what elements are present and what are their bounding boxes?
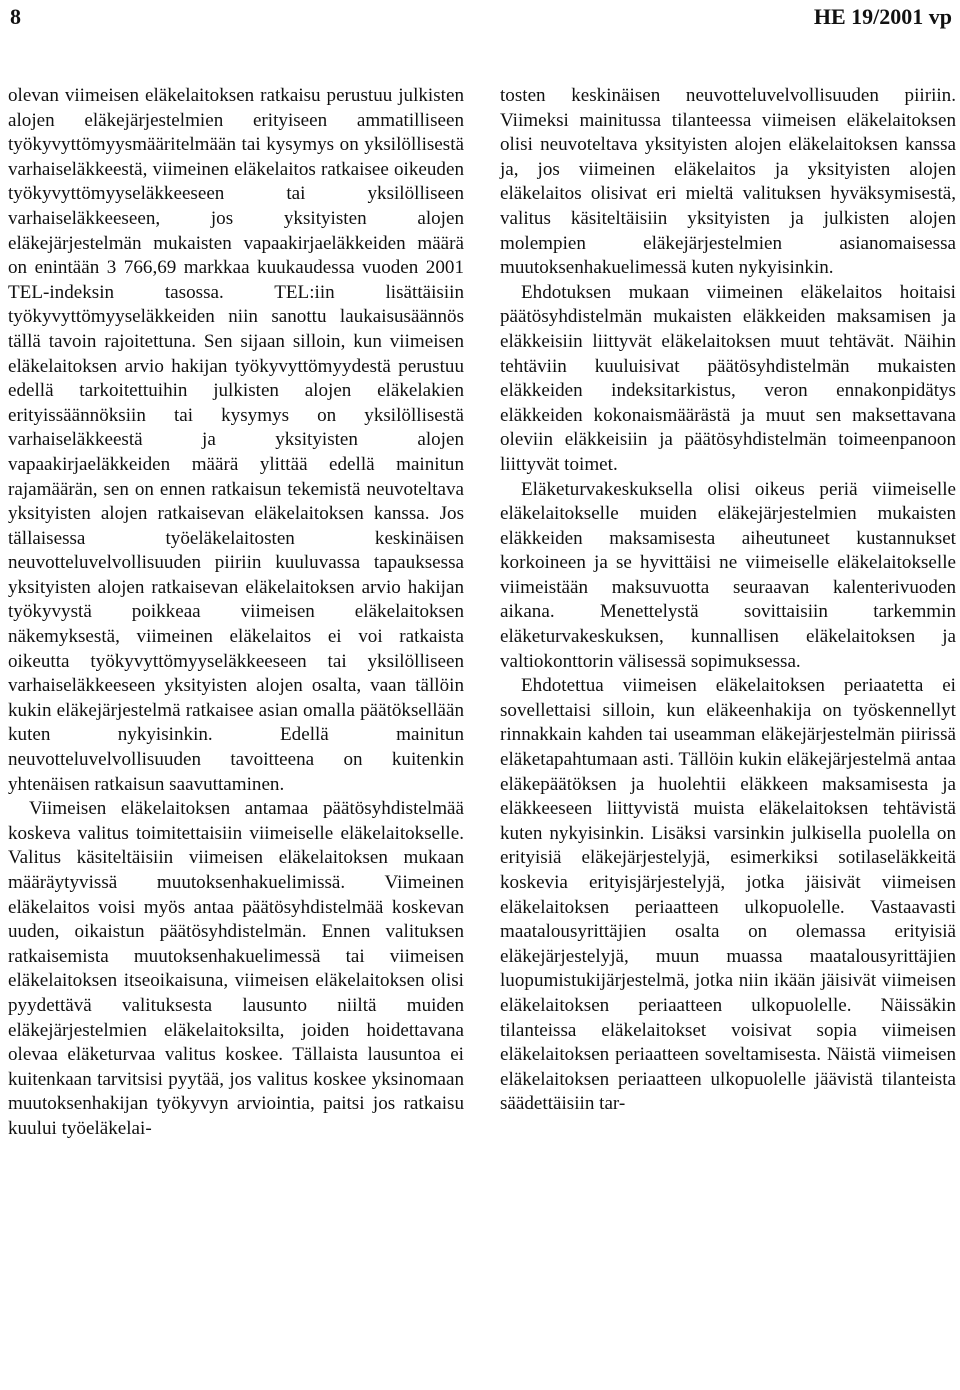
document-id: HE 19/2001 vp [813,4,952,29]
left-column [8,84,464,1142]
right-column [500,84,956,1117]
right-paragraph-1: tosten keskinäisen neuvotteluvelvollisuuden piiriin. Viimeksi mainitussa tilanteessa viimeisen eläkelaitoksen olisi neuvoteltava yksityisten alojen eläkelaitoksen kanssa ja, jos viimeinen eläkelaitos ja yksityisten alojen eläkelaitos olisivat eri mieltä valituksen hyväksymisestä, valitus käsiteltäisiin yksityisten ja julkisten alojen molempien eläkejärjestelmien asianomaisessa muutoksenhakuelimessä kuten nykyisinkin. [500,85,956,279]
page-header [0,0,960,40]
right-paragraph-3: Eläketurvakeskuksella olisi oikeus periä viimeiselle eläkelaitokselle muiden eläkejärjestelmien mukaisten eläkkeiden maksamisesta aiheutuneet kustannukset korkoineen ja se hyvittäisi ne viimeiselle eläkelaitokselle viimeistään maksuvuotta seuraavan kalenterivuoden aikana. Menettelystä sovittaisiin tarkemmin eläketurvakeskuksen, kunnallisen eläkelaitoksen ja valtiokonttorin välisessä sopimuksessa. [500,478,956,672]
right-paragraph-4: Ehdotettua viimeisen eläkelaitoksen periaatetta ei sovellettaisi silloin, kun eläkeenhakija on työskennellyt rinnakkain kahden tai useamman eläkejärjestelmän piirissä eläketapahtumaan asti. Tällöin kukin eläkejärjestelmä antaa eläkepäätöksen ja huolehtii eläkkeen maksamisesta ja eläkkeeseen liittyvistä muista eläkelaitoksen tehtävistä kuten nykyisinkin. Lisäksi varsinkin julkisella puolella on erityisiä eläkejärjestelyjä, esimerkiksi sotilaseläkkeitä koskevia erityisjärjestelyjä, jotka jäisivät viimeisen eläkelaitoksen periaatteen ulkopuolelle. Vastaavasti maatalousyrittäjien osalta on olemassa erityisiä eläkejärjestelyjä, muun muassa maatalousyrittäjien luopumistukijärjestelmä, jotka niin ikään jäisivät viimeisen eläkelaitoksen periaatteen ulkopuolelle. Näissäkin tilanteissa eläkelaitokset voisivat sopia viimeisen eläkelaitoksen periaatteen soveltamisesta. Näistä viimeisen eläkelaitoksen periaatteen ulkopuolelle jäävistä tilanteista säädettäisiin tar- [500,675,956,1115]
left-paragraph-1: olevan viimeisen eläkelaitoksen ratkaisu perustuu julkisten alojen eläkejärjestelmien erityiseen ammatilliseen työkyvyttömyysmääritelmään tai kysymys on yksilöllisestä varhaiseläkkeestä, viimeinen eläkelaitos ratkaisee oikeuden työkyvyttömyyseläkkeeseen tai yksilölliseen varhaiseläkkeeseen, jos yksityisten alojen eläkejärjestelmän mukaisten vapaakirjaeläkkeiden määrä on enintään 3 766,69 markkaa kuukaudessa vuoden 2001 TEL-indeksin tasossa. TEL:iin lisättäisiin työkyvyttömyyseläkkeiden niin sanottu laukaisusäännös tällä tavoin rajoitettuna. Sen sijaan silloin, kun viimeisen eläkelaitoksen arvio hakijan työkyvyttömyydestä perustuu edellä tarkoitettuihin julkisten alojen eläkelakien erityissäännöksiin tai kysymys on yksilöllisestä varhaiseläkkeestä ja yksityisten alojen vapaakirjaeläkkeiden määrä ylittää edellä mainitun rajamäärän, sen on ennen ratkaisun tekemistä neuvoteltava yksityisten alojen ratkaisevan eläkelaitoksen kanssa. Jos tällaisessa työeläkelaitosten keskinäisen neuvotteluvelvollisuuden piiriin kuuluvassa tapauksessa yksityisten alojen ratkaisevan eläkelaitoksen arvio hakijan työkyvystä poikkeaa viimeisen eläkelaitoksen näkemyksestä, viimeinen eläkelaitos ei voi ratkaista oikeutta työkyvyttömyyseläkkeeseen tai yksilölliseen varhaiseläkkeeseen yksityisten alojen osalta, vaan tällöin kukin eläkejärjestelmä ratkaisee asian omalla päätöksellään kuten nykyisinkin. Edellä mainitun neuvotteluvelvollisuuden tavoitteena on kuitenkin yhtenäisen ratkaisun saavuttaminen. [8,85,464,795]
right-paragraph-2: Ehdotuksen mukaan viimeinen eläkelaitos hoitaisi päätösyhdistelmän mukaisten eläkkeiden maksamisen ja eläkkeisiin liittyvät eläkelaitoksen muut tehtävät. Näihin tehtäviin kuuluisivat päätösyhdistelmän mukaisten eläkkeiden indeksitarkistus, veron ennakonpidätys eläkkeiden kokonaismäärästä ja muut sen maksettavana oleviin eläkkeisiin ja päätösyhdistelmän toimeenpanoon liittyvät toimet. [500,281,956,475]
left-paragraph-2: Viimeisen eläkelaitoksen antamaa päätösyhdistelmää koskeva valitus toimitettaisiin viimeiselle eläkelaitokselle. Valitus käsiteltäisiin viimeisen eläkelaitoksen mukaan määräytyvissä muutoksenhakuelimissä. Viimeinen eläkelaitos voisi myös antaa päätösyhdistelmää koskevan uuden, oikaistun päätösyhdistelmän. Ennen valituksen ratkaisemista muutoksenhakuelimessä tai viimeisen eläkelaitoksen itseoikaisuna, viimeisen eläkelaitoksen olisi pyydettävä valituksesta lausunto niiltä muiden eläkejärjestelmien eläkelaitoksilta, joiden hoidettavana olevaa eläketurvaa valitus koskee. Tällaista lausuntoa ei kuitenkaan tarvitsisi pyytää, jos valitus koskee yksinomaan muutoksenhakijan työkyvyn arviointia, paitsi jos ratkaisu kuului työeläkelai- [8,798,464,1139]
page-number: 8 [10,4,21,29]
